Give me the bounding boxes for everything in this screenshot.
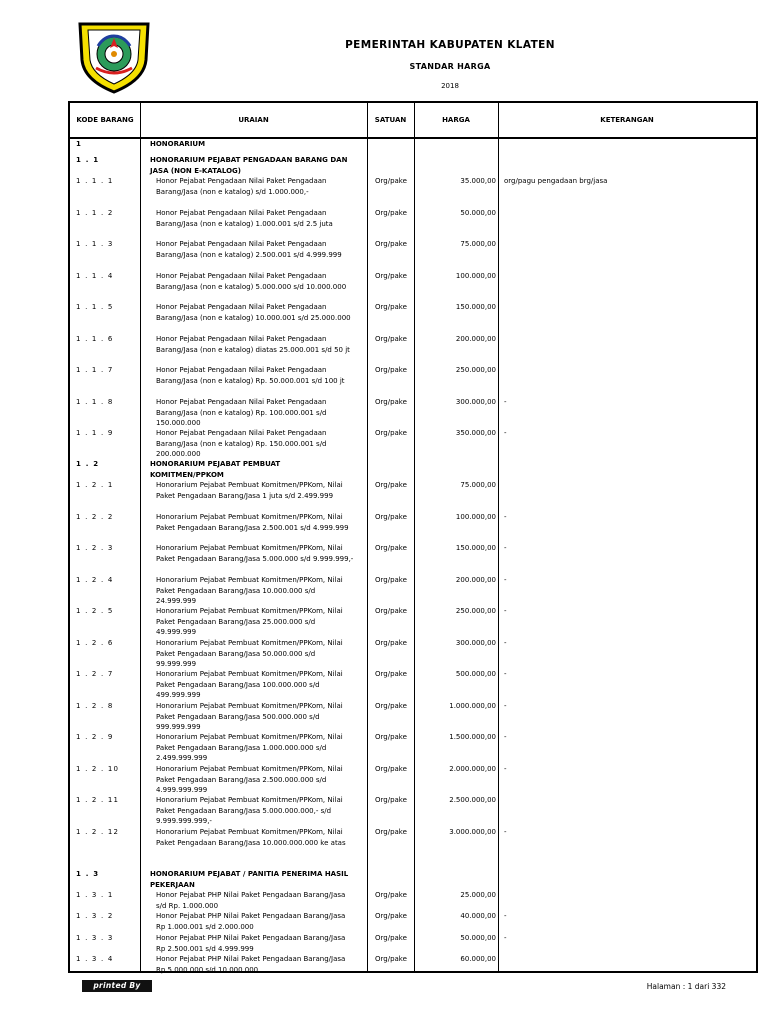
cell-uraian: HONORARIUM — [150, 140, 206, 148]
cell-uraian: Honorarium Pejabat Pembuat Komitmen/PPKom, Nilai Paket Pengadaan Barang/Jasa 10.000.000.000 ke atas — [156, 828, 346, 847]
column-header-keterangan: KETERANGAN — [600, 116, 654, 124]
cell-harga: 3.000.000,00 — [449, 828, 496, 836]
column-divider — [414, 103, 415, 971]
cell-uraian: Honor Pejabat PHP Nilai Paket Pengadaan Barang/Jasa Rp 1.000.001 s/d 2.000.000 — [156, 912, 346, 931]
cell-harga: 40.000,00 — [460, 912, 496, 920]
page-number: Halaman : 1 dari 332 — [646, 982, 726, 991]
page-year: 2018 — [441, 82, 459, 90]
cell-satuan: Org/pake — [375, 398, 407, 406]
column-header-uraian: URAIAN — [238, 116, 269, 124]
cell-satuan: Org/pake — [375, 209, 407, 217]
cell-uraian: Honorarium Pejabat Pembuat Komitmen/PPKom, Nilai Paket Pengadaan Barang/Jasa 2.500.001 s/d 4.999.999 — [156, 513, 349, 532]
cell-harga: 100.000,00 — [455, 513, 496, 521]
printed-by-simda-stamp: printed By SimDa — [82, 980, 152, 992]
cell-harga: 2.500.000,00 — [449, 796, 496, 804]
cell-satuan: Org/pake — [375, 912, 407, 920]
cell-satuan: Org/pake — [375, 765, 407, 773]
cell-kode: 1 . 3 . 4 — [76, 955, 114, 963]
cell-kode: 1 . 2 . 7 — [76, 670, 114, 678]
cell-satuan: Org/pake — [375, 177, 407, 185]
cell-kode: 1 . 2 . 6 — [76, 639, 114, 647]
cell-uraian: Honorarium Pejabat Pembuat Komitmen/PPKom, Nilai Paket Pengadaan Barang/Jasa 25.000.000 s/d 49.999.999 — [156, 607, 343, 636]
cell-kode: 1 . 1 . 8 — [76, 398, 114, 406]
column-divider — [140, 103, 141, 971]
cell-satuan: Org/pake — [375, 335, 407, 343]
cell-kode: 1 . 2 . 5 — [76, 607, 114, 615]
cell-kode: 1 . 2 . 12 — [76, 828, 120, 836]
cell-satuan: Org/pake — [375, 828, 407, 836]
cell-satuan: Org/pake — [375, 481, 407, 489]
cell-uraian: Honorarium Pejabat Pembuat Komitmen/PPKom, Nilai Paket Pengadaan Barang/Jasa 100.000.000 s/d 499.999.999 — [156, 670, 343, 699]
cell-keterangan: - — [504, 912, 507, 920]
cell-harga: 2.000.000,00 — [449, 765, 496, 773]
cell-harga: 1.500.000,00 — [449, 733, 496, 741]
cell-satuan: Org/pake — [375, 702, 407, 710]
cell-harga: 50.000,00 — [460, 209, 496, 217]
cell-harga: 500.000,00 — [455, 670, 496, 678]
cell-uraian: Honorarium Pejabat Pembuat Komitmen/PPKom, Nilai Paket Pengadaan Barang/Jasa 1.000.000.000 s/d 2.499.999.999 — [156, 733, 343, 762]
cell-harga: 150.000,00 — [455, 544, 496, 552]
cell-kode: 1 . 2 . 2 — [76, 513, 114, 521]
cell-kode: 1 . 1 . 2 — [76, 209, 114, 217]
cell-kode: 1 . 3 . 2 — [76, 912, 114, 920]
cell-kode: 1 . 2 . 3 — [76, 544, 114, 552]
cell-uraian: Honor Pejabat Pengadaan Nilai Paket Pengadaan Barang/Jasa (non e katalog) Rp. 150.000.001 s/d 200.000.000 — [156, 429, 327, 458]
cell-harga: 350.000,00 — [455, 429, 496, 437]
cell-keterangan: - — [504, 765, 507, 773]
cell-kode: 1 . 2 — [76, 460, 100, 468]
cell-uraian: HONORARIUM PEJABAT / PANITIA PENERIMA HASIL PEKERJAAN — [150, 870, 349, 889]
cell-uraian: Honorarium Pejabat Pembuat Komitmen/PPKom, Nilai Paket Pengadaan Barang/Jasa 50.000.000 s/d 99.999.999 — [156, 639, 343, 668]
cell-uraian: Honorarium Pejabat Pembuat Komitmen/PPKom, Nilai Paket Pengadaan Barang/Jasa 5.000.000 s/d 9.999.999,- — [156, 544, 354, 563]
cell-keterangan: - — [504, 513, 507, 521]
cell-uraian: Honor Pejabat Pengadaan Nilai Paket Pengadaan Barang/Jasa (non e katalog) s/d 1.000.000,- — [156, 177, 327, 196]
cell-kode: 1 . 1 . 1 — [76, 177, 114, 185]
cell-harga: 200.000,00 — [455, 335, 496, 343]
cell-kode: 1 . 1 . 4 — [76, 272, 114, 280]
cell-kode: 1 — [76, 140, 83, 148]
cell-kode: 1 . 2 . 1 — [76, 481, 114, 489]
cell-uraian: Honor Pejabat PHP Nilai Paket Pengadaan Barang/Jasa Rp 5.000.000 s/d 10.000.000 — [156, 955, 346, 974]
cell-keterangan: - — [504, 733, 507, 741]
cell-harga: 200.000,00 — [455, 576, 496, 584]
cell-keterangan: - — [504, 639, 507, 647]
cell-satuan: Org/pake — [375, 934, 407, 942]
cell-uraian: Honorarium Pejabat Pembuat Komitmen/PPKom, Nilai Paket Pengadaan Barang/Jasa 10.000.000 s/d 24.999.999 — [156, 576, 343, 605]
cell-satuan: Org/pake — [375, 733, 407, 741]
cell-uraian: Honor Pejabat Pengadaan Nilai Paket Pengadaan Barang/Jasa (non e katalog) 2.500.001 s/d 4.999.999 — [156, 240, 342, 259]
cell-satuan: Org/pake — [375, 366, 407, 374]
cell-uraian: Honorarium Pejabat Pembuat Komitmen/PPKom, Nilai Paket Pengadaan Barang/Jasa 5.000.000.000,- s/d 9.999.999.999,- — [156, 796, 343, 825]
cell-harga: 250.000,00 — [455, 366, 496, 374]
cell-uraian: Honorarium Pejabat Pembuat Komitmen/PPKom, Nilai Paket Pengadaan Barang/Jasa 1 juta s/d 2.499.999 — [156, 481, 343, 500]
price-standard-table — [68, 101, 758, 973]
cell-uraian: Honor Pejabat PHP Nilai Paket Pengadaan Barang/Jasa Rp 2.500.001 s/d 4.999.999 — [156, 934, 346, 953]
cell-harga: 1.000.000,00 — [449, 702, 496, 710]
cell-kode: 1 . 1 . 3 — [76, 240, 114, 248]
cell-uraian: Honor Pejabat Pengadaan Nilai Paket Pengadaan Barang/Jasa (non e katalog) 5.000.000 s/d 10.000.000 — [156, 272, 347, 291]
cell-uraian: Honorarium Pejabat Pembuat Komitmen/PPKom, Nilai Paket Pengadaan Barang/Jasa 500.000.000 s/d 999.999.999 — [156, 702, 343, 731]
cell-harga: 50.000,00 — [460, 934, 496, 942]
cell-harga: 300.000,00 — [455, 398, 496, 406]
cell-keterangan: - — [504, 670, 507, 678]
cell-kode: 1 . 3 — [76, 870, 100, 878]
column-header-satuan: SATUAN — [374, 116, 407, 124]
cell-keterangan: - — [504, 429, 507, 437]
cell-kode: 1 . 1 . 6 — [76, 335, 114, 343]
cell-satuan: Org/pake — [375, 670, 407, 678]
cell-uraian: Honor Pejabat Pengadaan Nilai Paket Pengadaan Barang/Jasa (non e katalog) 10.000.001 s/d 25.000.000 — [156, 303, 351, 322]
cell-satuan: Org/pake — [375, 891, 407, 899]
column-header-kode: KODE BARANG — [76, 116, 134, 124]
cell-harga: 35.000,00 — [460, 177, 496, 185]
cell-satuan: Org/pake — [375, 513, 407, 521]
cell-kode: 1 . 3 . 1 — [76, 891, 114, 899]
cell-uraian: Honor Pejabat PHP Nilai Paket Pengadaan Barang/Jasa s/d Rp. 1.000.000 — [156, 891, 346, 910]
klaten-emblem-logo — [74, 16, 154, 96]
cell-kode: 1 . 2 . 11 — [76, 796, 120, 804]
page-subtitle: STANDAR HARGA — [409, 62, 491, 71]
cell-harga: 300.000,00 — [455, 639, 496, 647]
cell-uraian: Honor Pejabat Pengadaan Nilai Paket Pengadaan Barang/Jasa (non e katalog) Rp. 50.000.001 s/d 100 jt — [156, 366, 345, 385]
cell-harga: 60.000,00 — [460, 955, 496, 963]
cell-keterangan: org/pagu pengadaan brg/jasa — [504, 177, 608, 185]
cell-satuan: Org/pake — [375, 955, 407, 963]
cell-satuan: Org/pake — [375, 303, 407, 311]
cell-kode: 1 . 2 . 9 — [76, 733, 114, 741]
cell-uraian: HONORARIUM PEJABAT PENGADAAN BARANG DAN JASA (NON E-KATALOG) — [150, 156, 348, 175]
column-divider — [367, 103, 368, 971]
cell-satuan: Org/pake — [375, 429, 407, 437]
cell-kode: 1 . 2 . 8 — [76, 702, 114, 710]
cell-kode: 1 . 2 . 4 — [76, 576, 114, 584]
cell-satuan: Org/pake — [375, 639, 407, 647]
cell-keterangan: - — [504, 544, 507, 552]
cell-satuan: Org/pake — [375, 272, 407, 280]
cell-keterangan: - — [504, 702, 507, 710]
column-header-harga: HARGA — [442, 116, 470, 124]
cell-keterangan: - — [504, 398, 507, 406]
cell-uraian: Honor Pejabat Pengadaan Nilai Paket Pengadaan Barang/Jasa (non e katalog) Rp. 100.000.001 s/d 150.000.000 — [156, 398, 327, 427]
cell-kode: 1 . 1 . 5 — [76, 303, 114, 311]
cell-satuan: Org/pake — [375, 607, 407, 615]
cell-kode: 1 . 1 . 9 — [76, 429, 114, 437]
cell-harga: 75.000,00 — [460, 240, 496, 248]
cell-satuan: Org/pake — [375, 576, 407, 584]
cell-harga: 150.000,00 — [455, 303, 496, 311]
cell-keterangan: - — [504, 576, 507, 584]
column-divider — [498, 103, 499, 971]
cell-satuan: Org/pake — [375, 240, 407, 248]
cell-kode: 1 . 2 . 10 — [76, 765, 120, 773]
cell-keterangan: - — [504, 607, 507, 615]
cell-uraian: Honorarium Pejabat Pembuat Komitmen/PPKom, Nilai Paket Pengadaan Barang/Jasa 2.500.000.000 s/d 4.999.999.999 — [156, 765, 343, 794]
cell-uraian: Honor Pejabat Pengadaan Nilai Paket Pengadaan Barang/Jasa (non e katalog) diatas 25.000.001 s/d 50 jt — [156, 335, 350, 354]
cell-kode: 1 . 1 . 7 — [76, 366, 114, 374]
cell-keterangan: - — [504, 828, 507, 836]
cell-keterangan: - — [504, 934, 507, 942]
cell-harga: 25.000,00 — [460, 891, 496, 899]
cell-kode: 1 . 1 — [76, 156, 100, 164]
cell-kode: 1 . 3 . 3 — [76, 934, 114, 942]
page-title: PEMERINTAH KABUPATEN KLATEN — [345, 39, 555, 51]
cell-harga: 100.000,00 — [455, 272, 496, 280]
cell-satuan: Org/pake — [375, 796, 407, 804]
cell-harga: 75.000,00 — [460, 481, 496, 489]
cell-uraian: HONORARIUM PEJABAT PEMBUAT KOMITMEN/PPKOM — [150, 460, 281, 479]
cell-harga: 250.000,00 — [455, 607, 496, 615]
cell-satuan: Org/pake — [375, 544, 407, 552]
cell-uraian: Honor Pejabat Pengadaan Nilai Paket Pengadaan Barang/Jasa (non e katalog) 1.000.001 s/d 2.5 juta — [156, 209, 333, 228]
